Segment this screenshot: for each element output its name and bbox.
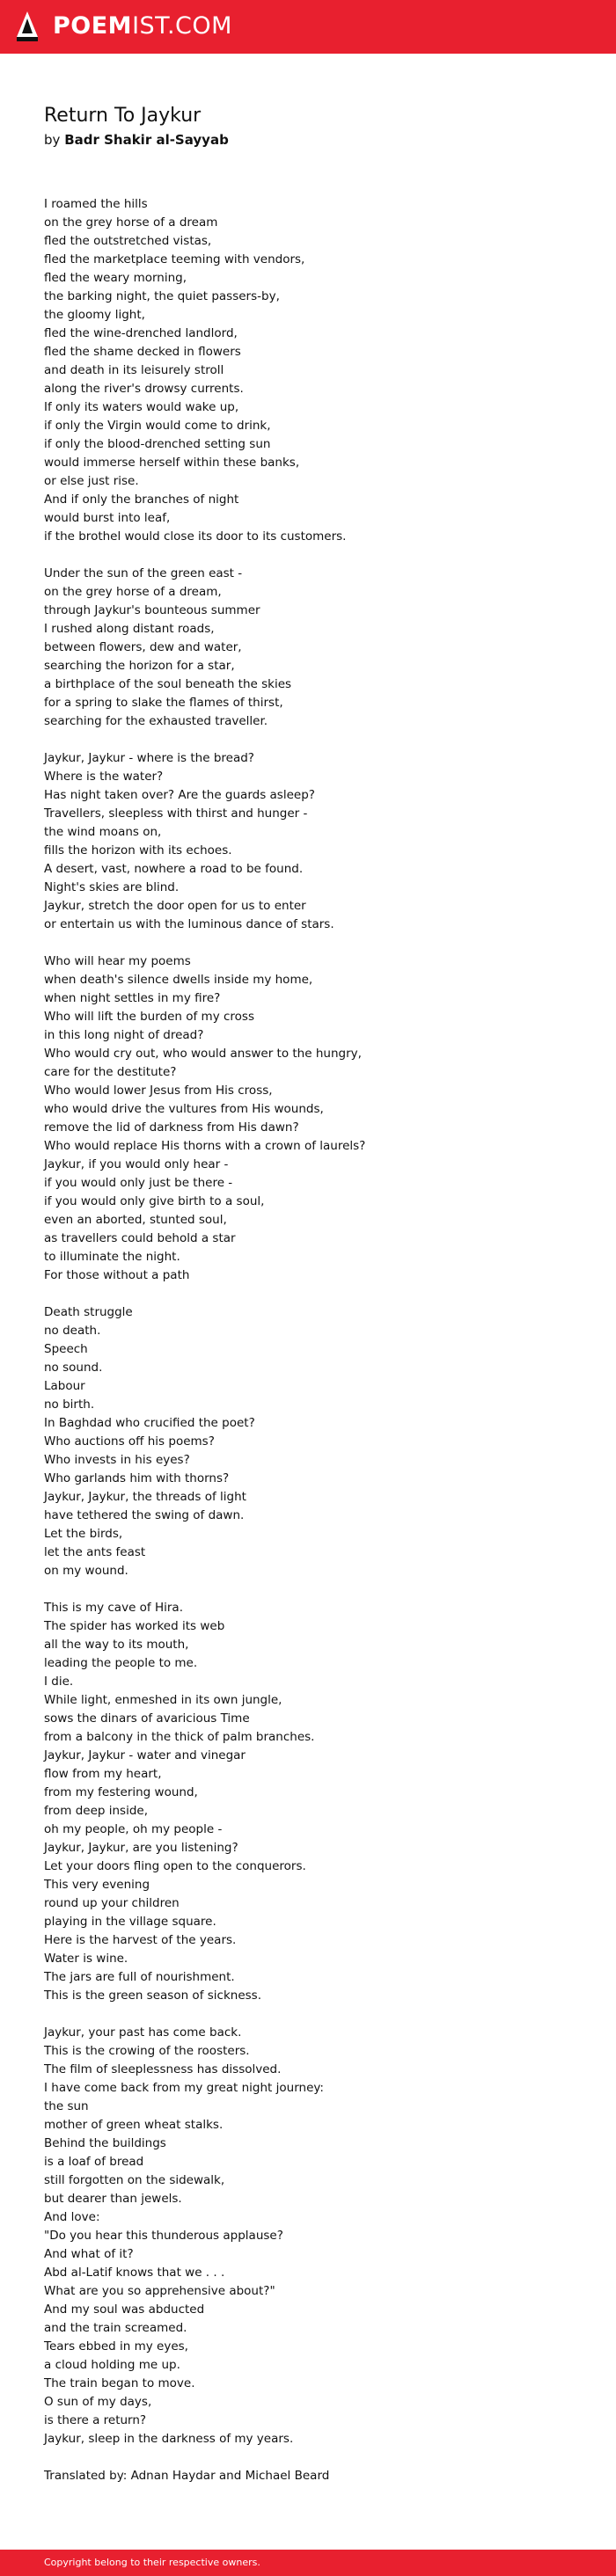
poem-line: And what of it?: [44, 2247, 134, 2261]
poem-line: Behind the buildings: [44, 2136, 166, 2150]
poem-line: for a spring to slake the flames of thirst,: [44, 696, 283, 710]
poem-line: And love:: [44, 2210, 100, 2224]
author-link[interactable]: Badr Shakir al-Sayyab: [64, 132, 229, 148]
poem-line: all the way to its mouth,: [44, 1638, 189, 1652]
poem-line: fled the shame decked in flowers: [44, 345, 241, 359]
poem-line: when night settles in my fire?: [44, 991, 221, 1005]
poem-line: Here is the harvest of the years.: [44, 1933, 237, 1947]
stanza: [44, 2024, 590, 2448]
poem-line: on the grey horse of a dream,: [44, 585, 222, 599]
stanza: [44, 1303, 590, 1580]
poem-line: Jaykur, if you would only hear -: [44, 1157, 229, 1171]
poem-line: would burst into leaf,: [44, 511, 171, 525]
stanza: [44, 749, 590, 934]
poem-line: if you would only give birth to a soul,: [44, 1194, 265, 1208]
poem-line: I die.: [44, 1675, 74, 1689]
poem-line: Jaykur, Jaykur - where is the bread?: [44, 751, 254, 765]
poem-line: a cloud holding me up.: [44, 2358, 180, 2372]
poem-line: no birth.: [44, 1397, 95, 1412]
poem-line: Let your doors fling open to the conquerors.: [44, 1859, 306, 1873]
poem-line: through Jaykur's bounteous summer: [44, 603, 260, 617]
poem-line: searching for the exhausted traveller.: [44, 714, 268, 728]
poem-line: Travellers, sleepless with thirst and hunger -: [44, 806, 308, 821]
poem-line: when death's silence dwells inside my home,: [44, 973, 313, 987]
poem-line: between flowers, dew and water,: [44, 640, 242, 654]
poem-line: even an aborted, stunted soul,: [44, 1213, 227, 1227]
poem-line: is there a return?: [44, 2413, 147, 2427]
poem-line: The train began to move.: [44, 2376, 195, 2390]
copyright-notice: Copyright belong to their respective owners.: [44, 2557, 260, 2568]
poem-line: O sun of my days,: [44, 2395, 152, 2409]
logo-light: IST.COM: [132, 12, 232, 40]
poem-title: Return To Jaykur: [44, 105, 202, 127]
site-footer: [0, 2550, 616, 2576]
poem-line: The jars are full of nourishment.: [44, 1970, 235, 1984]
poem-line: A desert, vast, nowhere a road to be found.: [44, 862, 304, 876]
poem-line: still forgotten on the sidewalk,: [44, 2173, 225, 2187]
poem-line: on the grey horse of a dream: [44, 215, 218, 230]
poem-line: This is the crowing of the roosters.: [44, 2044, 250, 2058]
poem-line: the wind moans on,: [44, 825, 162, 839]
poem-line: Who garlands him with thorns?: [44, 1471, 230, 1485]
poem-line: if only the blood-drenched setting sun: [44, 437, 271, 451]
pen-nib-icon[interactable]: [16, 11, 39, 42]
poem-line: If only its waters would wake up,: [44, 400, 239, 414]
poem-line: This is my cave of Hira.: [44, 1601, 183, 1615]
poem-line: "Do you hear this thunderous applause?: [44, 2229, 283, 2243]
poem-line: In Baghdad who crucified the poet?: [44, 1416, 255, 1430]
poem-line: Tears ebbed in my eyes,: [44, 2339, 188, 2353]
stanza: [44, 952, 590, 1285]
poem-line: Jaykur, sleep in the darkness of my years.: [44, 2432, 294, 2446]
poem-line: I roamed the hills: [44, 197, 148, 211]
poem-line: let the ants feast: [44, 1545, 146, 1559]
poem-line: And if only the branches of night: [44, 493, 239, 507]
poem-line: from a balcony in the thick of palm branches.: [44, 1730, 315, 1744]
poem-line: Speech: [44, 1342, 88, 1356]
poem-line: Labour: [44, 1379, 85, 1393]
poem-line: but dearer than jewels.: [44, 2192, 182, 2206]
stanza: [44, 195, 590, 546]
poem-line: from deep inside,: [44, 1804, 149, 1818]
poem-line: Jaykur, Jaykur, are you listening?: [44, 1841, 238, 1855]
poem-line: if the brothel would close its door to its customers.: [44, 529, 347, 544]
poem-line: Death struggle: [44, 1305, 133, 1319]
poem-line: Let the birds,: [44, 1527, 123, 1541]
poem-line: remove the lid of darkness from His dawn?: [44, 1120, 299, 1135]
poem-line: if you would only just be there -: [44, 1176, 233, 1190]
poem-line: And my soul was abducted: [44, 2302, 205, 2317]
poem-line: I rushed along distant roads,: [44, 622, 215, 636]
poem-line: This is the green season of sickness.: [44, 1989, 261, 2003]
poem-line: no death.: [44, 1324, 101, 1338]
poem-line: and the train screamed.: [44, 2321, 187, 2335]
poem-line: Jaykur, your past has come back.: [44, 2025, 242, 2040]
poem-line: While light, enmeshed in its own jungle,: [44, 1693, 282, 1707]
poem-line: mother of green wheat stalks.: [44, 2118, 224, 2132]
poem-line: sows the dinars of avaricious Time: [44, 1711, 250, 1726]
poem-line: and death in its leisurely stroll: [44, 363, 224, 377]
poem-line: I have come back from my great night journey:: [44, 2081, 324, 2095]
poem-line: Night's skies are blind.: [44, 880, 180, 894]
poem-line: playing in the village square.: [44, 1915, 216, 1929]
poem-line: Who would replace His thorns with a crown of laurels?: [44, 1139, 366, 1153]
poem-line: if only the Virgin would come to drink,: [44, 419, 271, 433]
poem-line: This very evening: [44, 1878, 150, 1892]
poem-line: fled the weary morning,: [44, 271, 187, 285]
poem-line: The film of sleeplessness has dissolved.: [44, 2062, 282, 2076]
poem-line: Who would lower Jesus from His cross,: [44, 1084, 273, 1098]
site-header: [0, 0, 616, 54]
stanza: [44, 1599, 590, 2005]
poem-line: Who invests in his eyes?: [44, 1453, 190, 1467]
poem-line: who would drive the vultures from His wounds,: [44, 1102, 324, 1116]
poem-line: Abd al-Latif knows that we . . .: [44, 2266, 225, 2280]
poem-line: fled the outstretched vistas,: [44, 234, 212, 248]
poem-line: round up your children: [44, 1896, 180, 1910]
poem-line: The spider has worked its web: [44, 1619, 225, 1633]
stanza: [44, 565, 590, 731]
poem-line: to illuminate the night.: [44, 1250, 180, 1264]
poem-line: Where is the water?: [44, 770, 164, 784]
poem-line: the barking night, the quiet passers-by,: [44, 289, 280, 303]
poem-line: oh my people, oh my people -: [44, 1822, 223, 1836]
poem-line: care for the destitute?: [44, 1065, 177, 1079]
poem-line: or entertain us with the luminous dance of stars.: [44, 917, 334, 931]
poem-line: the sun: [44, 2099, 89, 2113]
poem-line: Who will lift the burden of my cross: [44, 1010, 254, 1024]
poem-line: from my festering wound,: [44, 1785, 198, 1799]
byline-prefix: by: [44, 132, 61, 148]
poem-line: have tethered the swing of dawn.: [44, 1508, 245, 1522]
poem-line: leading the people to me.: [44, 1656, 198, 1670]
poem-line: Who will hear my poems: [44, 954, 191, 968]
poem-line: flow from my heart,: [44, 1767, 162, 1781]
poem-line: as travellers could behold a star: [44, 1231, 236, 1245]
poem-line: Who auctions off his poems?: [44, 1434, 215, 1449]
poem-line: For those without a path: [44, 1268, 190, 1282]
poem-line: is a loaf of bread: [44, 2155, 144, 2169]
poem-line: or else just rise.: [44, 474, 139, 488]
poem-line: would immerse herself within these banks,: [44, 456, 300, 470]
poem-line: fled the marketplace teeming with vendors,: [44, 252, 305, 266]
byline: [44, 131, 229, 149]
poem-body: [44, 195, 590, 2485]
logo-bold: POEM: [53, 12, 133, 40]
poem-line: Who would cry out, who would answer to the hungry,: [44, 1047, 362, 1061]
poem-line: Jaykur, Jaykur, the threads of light: [44, 1490, 246, 1504]
poem-line: Jaykur, Jaykur - water and vinegar: [44, 1748, 246, 1762]
poem-line: a birthplace of the soul beneath the skies: [44, 677, 292, 691]
poem-line: along the river's drowsy currents.: [44, 382, 244, 396]
poem-line: on my wound.: [44, 1564, 128, 1578]
poem-line: searching the horizon for a star,: [44, 659, 235, 673]
poem-line: Under the sun of the green east -: [44, 566, 243, 580]
translator-credit: Translated by: Adnan Haydar and Michael Beard: [44, 2469, 330, 2483]
poem-line: Jaykur, stretch the door open for us to enter: [44, 899, 306, 913]
poem-line: Water is wine.: [44, 1952, 128, 1966]
poem-line: fills the horizon with its echoes.: [44, 843, 232, 857]
poem-line: Has night taken over? Are the guards asleep?: [44, 788, 315, 802]
poem-line: no sound.: [44, 1361, 103, 1375]
site-logo[interactable]: [53, 11, 232, 41]
poem-line: in this long night of dread?: [44, 1028, 204, 1042]
poem-line: fled the wine-drenched landlord,: [44, 326, 238, 340]
poem-line: the gloomy light,: [44, 308, 145, 322]
poem-line: What are you so apprehensive about?": [44, 2284, 275, 2298]
